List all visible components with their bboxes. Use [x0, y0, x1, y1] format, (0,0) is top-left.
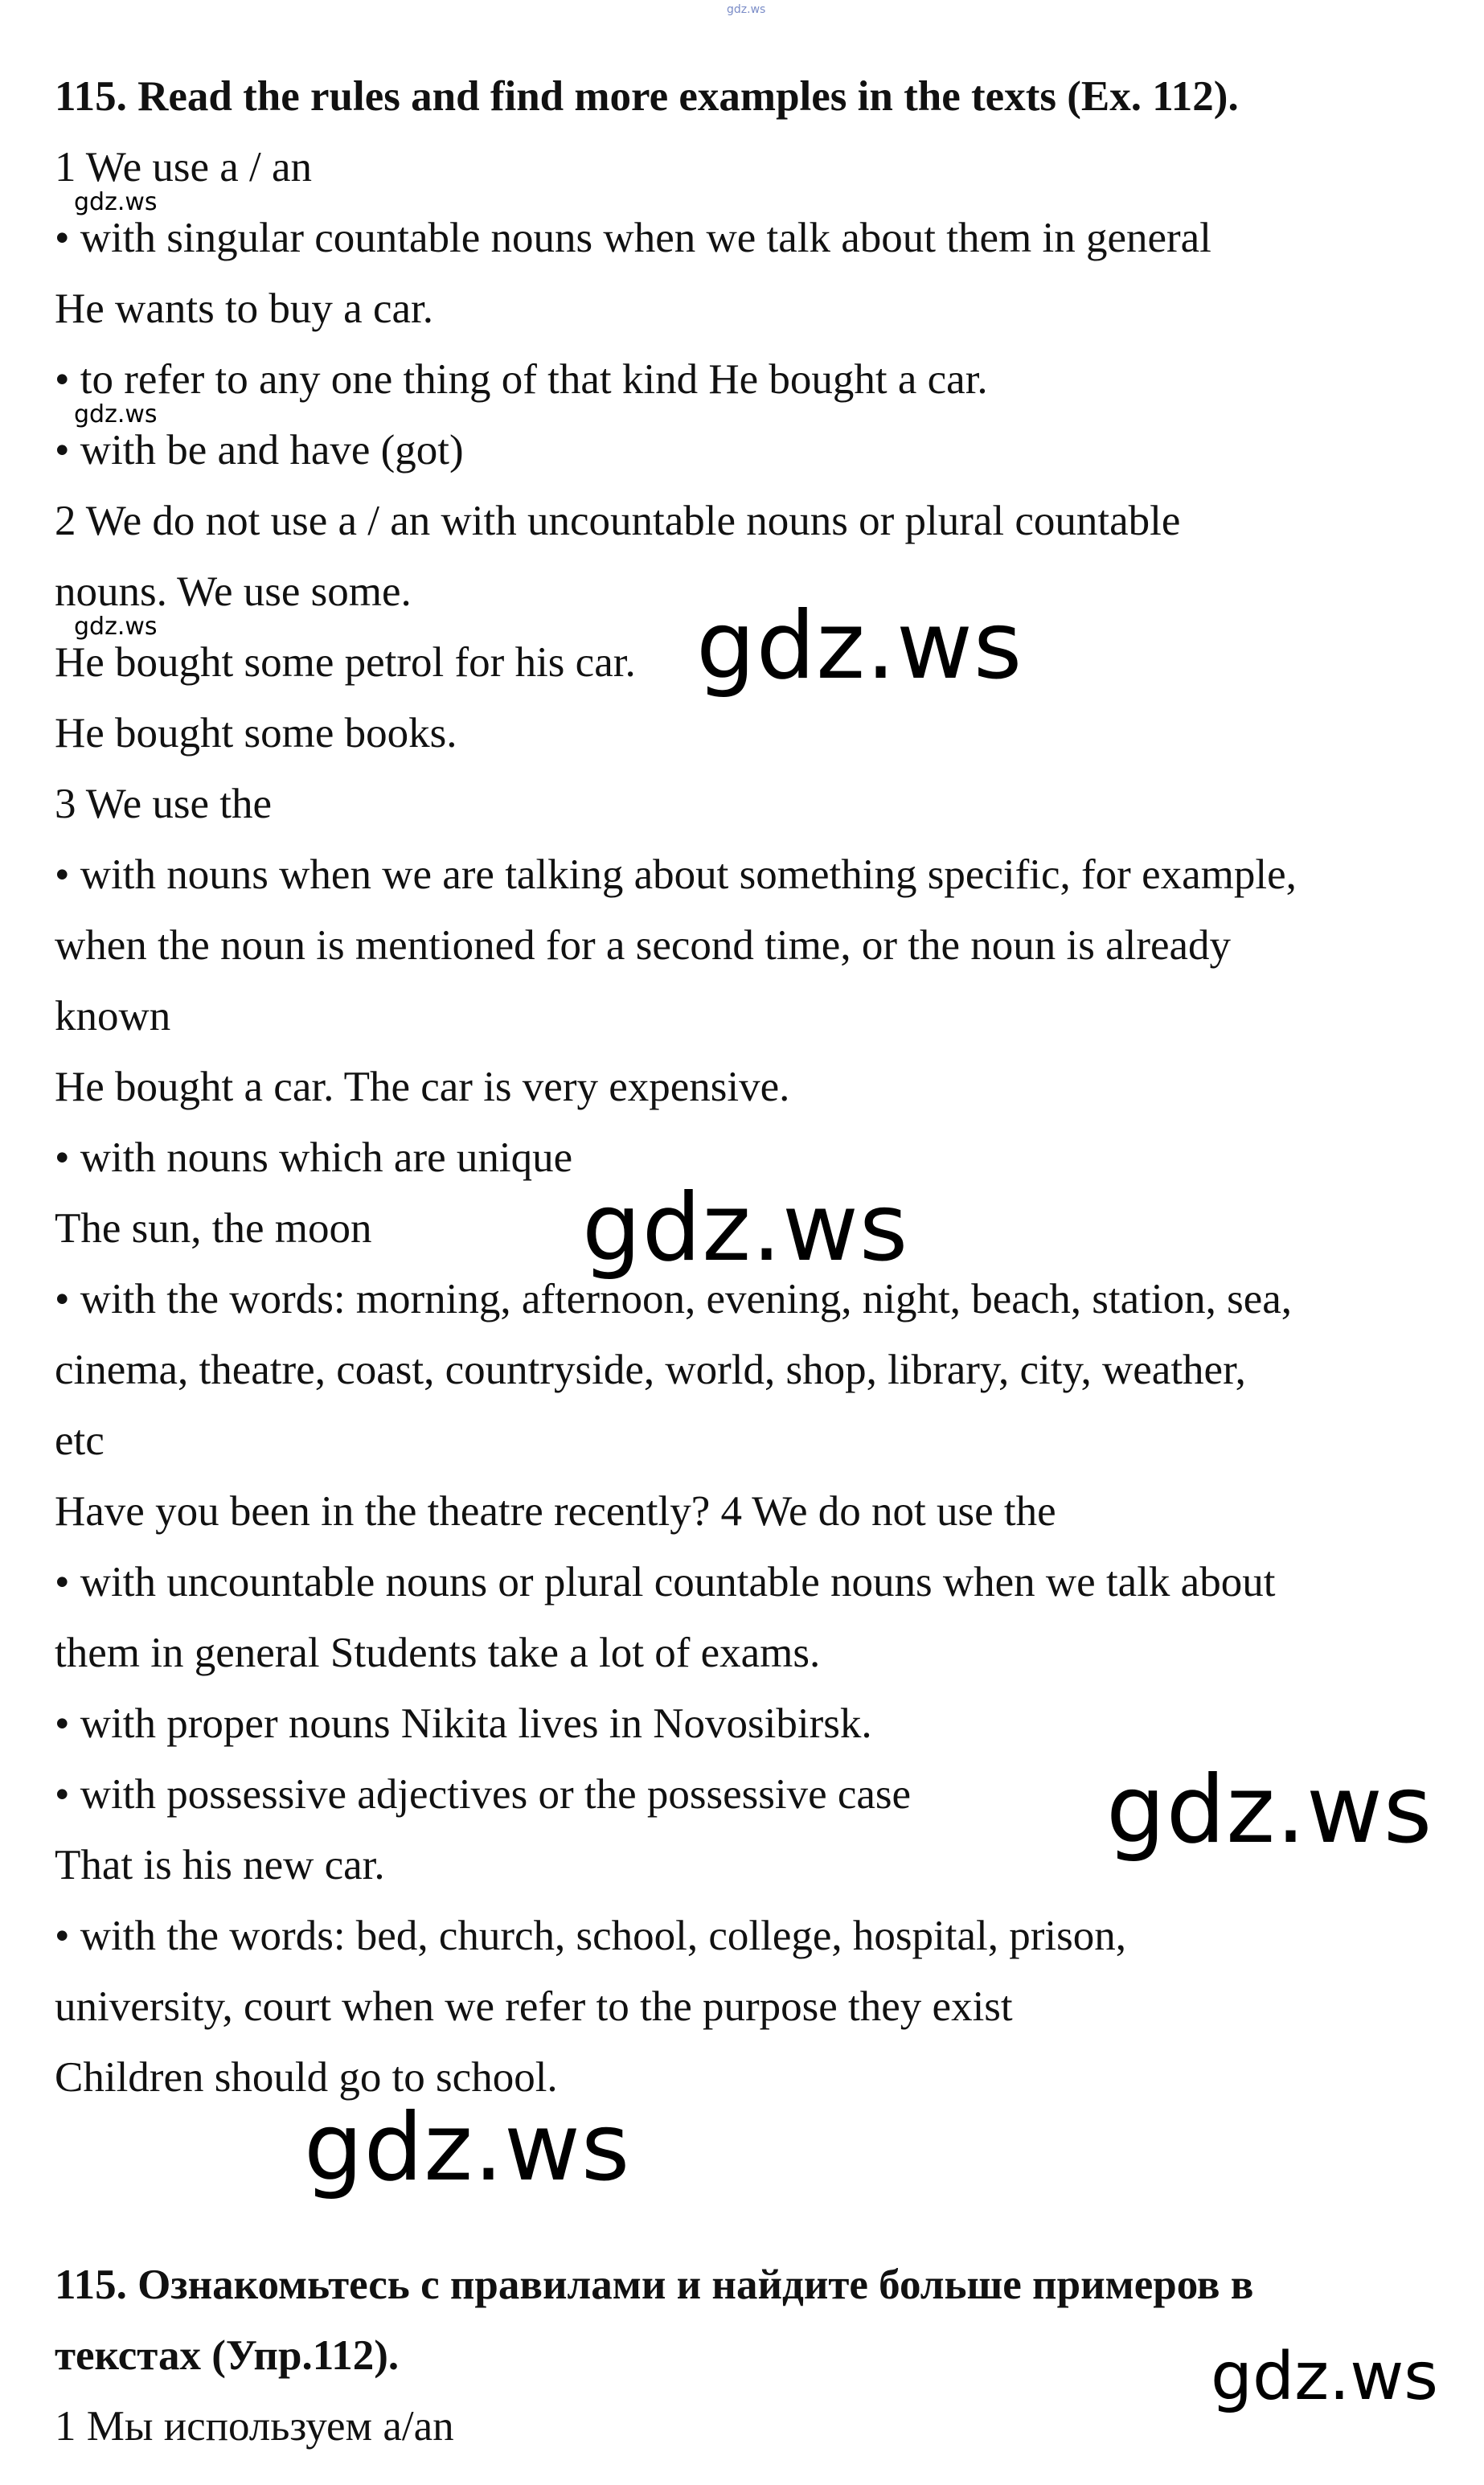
text-line: known [55, 993, 171, 1040]
text-line: He bought some petrol for his car. [55, 639, 636, 686]
watermark-large: gdz.ws [1106, 1756, 1433, 1864]
watermark-small: gdz.ws [74, 188, 158, 216]
text-line: university, court when we refer to the purpose they exist [55, 1983, 1013, 2030]
text-line: 2 We do not use a / an with uncountable nouns or plural countable [55, 498, 1181, 544]
watermark-large: gdz.ws [582, 1174, 909, 1282]
text-line: • with possessive adjectives or the possessive case [55, 1771, 912, 1818]
exercise-title-en: 115. Read the rules and find more examples in the texts (Ex. 112). [55, 73, 1239, 120]
text-line: cinema, theatre, coast, countryside, world, shop, library, city, weather, [55, 1347, 1246, 1393]
text-line: etc [55, 1417, 105, 1464]
text-line: • with be and have (got) [55, 427, 464, 474]
text-line: when the noun is mentioned for a second time, or the noun is already [55, 922, 1232, 969]
header-watermark: gdz.ws [727, 3, 766, 16]
text-line: nouns. We use some. [55, 568, 412, 615]
text-line: • with nouns which are unique [55, 1134, 573, 1181]
text-line: Children should go to school. [55, 2054, 558, 2101]
watermark-large: gdz.ws [304, 2093, 631, 2202]
text-line: 1 Мы используем a/an [55, 2403, 454, 2450]
exercise-title-ru-line2: текстах (Упр.112). [55, 2332, 400, 2379]
text-line: He bought some books. [55, 710, 457, 757]
text-line: • with the words: morning, afternoon, evening, night, beach, station, sea, [55, 1276, 1293, 1322]
text-line: • with proper nouns Nikita lives in Novosibirsk. [55, 1700, 872, 1747]
text-line: The sun, the moon [55, 1205, 372, 1252]
exercise-title-ru-line1: 115. Ознакомьтесь с правилами и найдите больше примеров в [55, 2262, 1254, 2308]
watermark-small: gdz.ws [74, 613, 158, 641]
text-line: • to refer to any one thing of that kind He bought a car. [55, 356, 988, 403]
text-line: 1 We use a / an [55, 144, 313, 191]
text-line: • with uncountable nouns or plural countable nouns when we talk about [55, 1559, 1276, 1605]
text-line: That is his new car. [55, 1842, 385, 1888]
text-line: • with nouns when we are talking about something specific, for example, [55, 851, 1297, 898]
watermark-small: gdz.ws [74, 400, 158, 429]
watermark-large: gdz.ws [696, 592, 1023, 700]
text-line: • with singular countable nouns when we talk about them in general [55, 215, 1211, 261]
text-line: He wants to buy a car. [55, 285, 433, 332]
text-line: Have you been in the theatre recently? 4 We do not use the [55, 1488, 1056, 1535]
text-line: them in general Students take a lot of exams. [55, 1630, 821, 1676]
text-line: 3 We use the [55, 781, 272, 827]
text-line: He bought a car. The car is very expensive. [55, 1064, 790, 1110]
watermark-medium: gdz.ws [1211, 2339, 1438, 2415]
text-line: • with the words: bed, church, school, college, hospital, prison, [55, 1913, 1126, 1959]
